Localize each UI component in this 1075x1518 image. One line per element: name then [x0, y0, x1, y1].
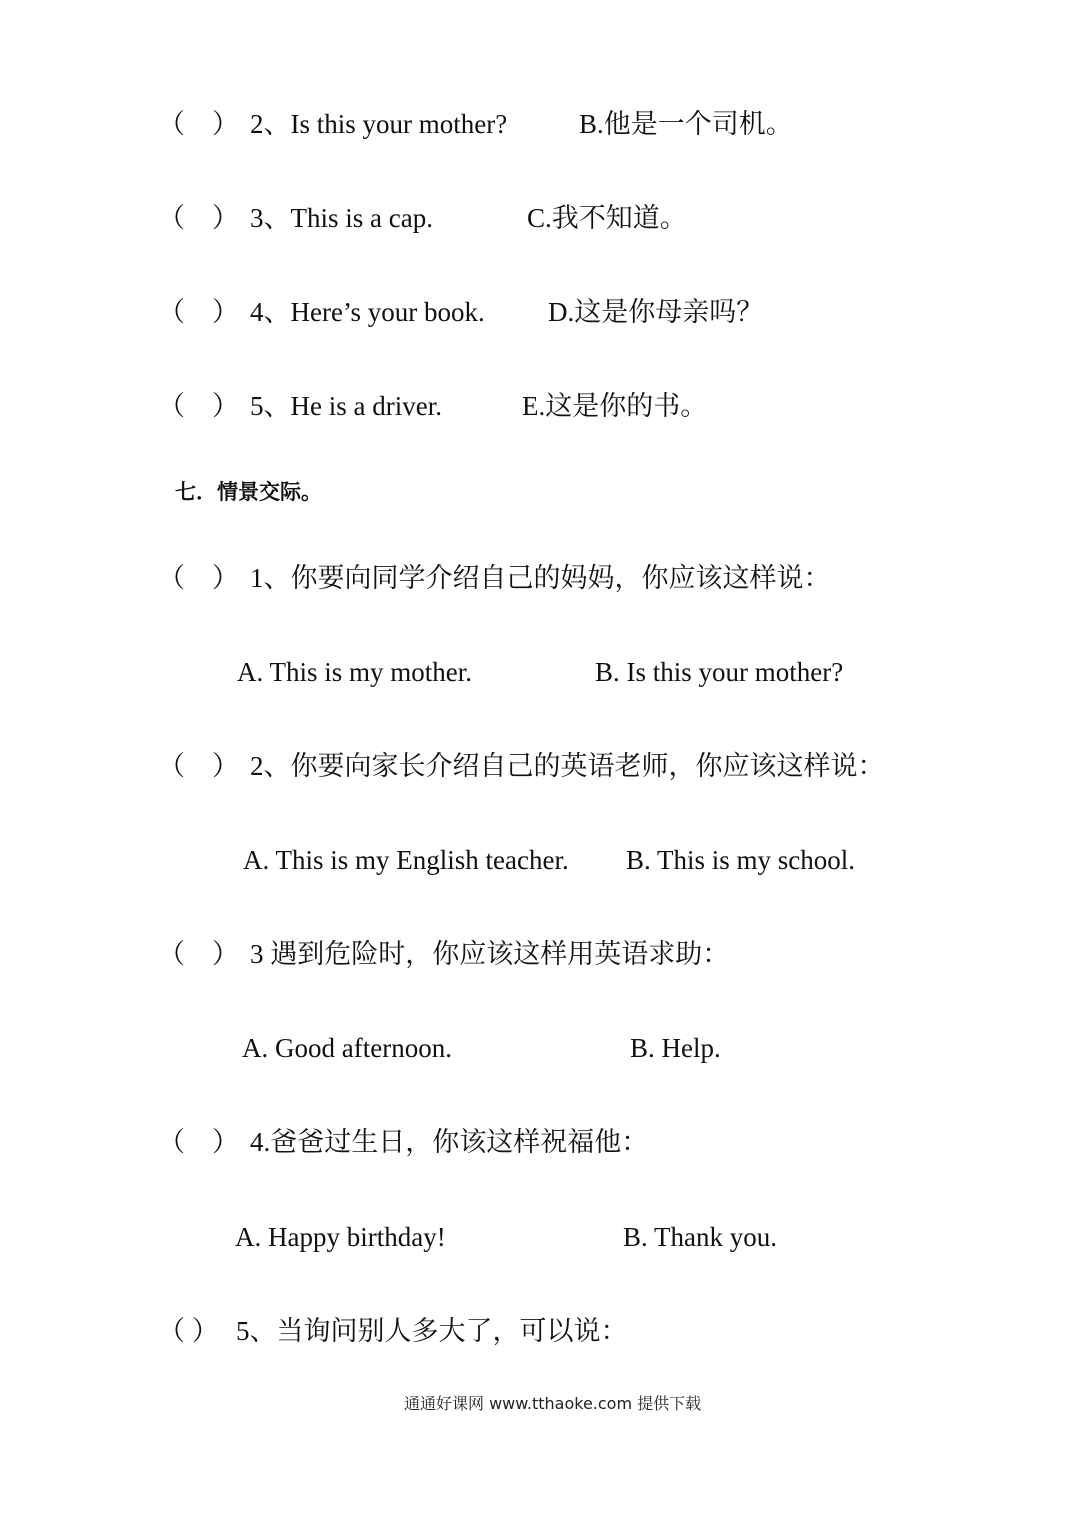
option-a: A. This is my English teacher.: [243, 845, 569, 875]
answer-blank: （ ）: [158, 939, 239, 969]
answer-blank: （ ）: [158, 1316, 219, 1346]
footer-credit: 通通好课网 www.tthaoke.com 提供下载: [404, 1394, 702, 1413]
option-b: B. This is my school.: [626, 845, 856, 875]
answer-blank: （ ）: [158, 203, 239, 233]
matching-stem: 3、This is a cap.: [250, 203, 433, 233]
answer-blank: （ ）: [158, 391, 239, 421]
option-b: B. Help.: [630, 1033, 721, 1063]
matching-answer: D.这是你母亲吗？: [548, 297, 764, 327]
answer-blank: （ ）: [158, 1127, 239, 1157]
option-a: A. Happy birthday!: [235, 1222, 446, 1252]
question-stem: 2、你要向家长介绍自己的英语老师，你应该这样说：: [250, 751, 885, 781]
question-stem: 4.爸爸过生日，你该这样祝福他：: [250, 1127, 649, 1157]
answer-blank: （ ）: [158, 563, 239, 593]
option-a: A. This is my mother.: [237, 657, 473, 687]
matching-answer: B.他是一个司机。: [579, 109, 793, 139]
answer-blank: （ ）: [158, 109, 239, 139]
option-b: B. Is this your mother?: [595, 657, 844, 687]
option-b: B. Thank you.: [623, 1222, 777, 1252]
matching-answer: C.我不知道。: [527, 203, 687, 233]
matching-answer: E.这是你的书。: [522, 391, 708, 421]
option-a: A. Good afternoon.: [242, 1033, 452, 1063]
answer-blank: （ ）: [158, 297, 239, 327]
matching-stem: 5、He is a driver.: [250, 391, 442, 421]
section-heading: 七．情景交际。: [175, 480, 322, 504]
matching-stem: 2、Is this your mother?: [250, 109, 508, 139]
answer-blank: （ ）: [158, 751, 239, 781]
question-stem: 3 遇到危险时，你应该这样用英语求助：: [250, 939, 730, 969]
matching-stem: 4、Here’s your book.: [250, 297, 485, 327]
question-stem: 1、你要向同学介绍自己的妈妈，你应该这样说：: [250, 563, 831, 593]
question-stem: 5、当询问别人多大了，可以说：: [236, 1316, 628, 1346]
